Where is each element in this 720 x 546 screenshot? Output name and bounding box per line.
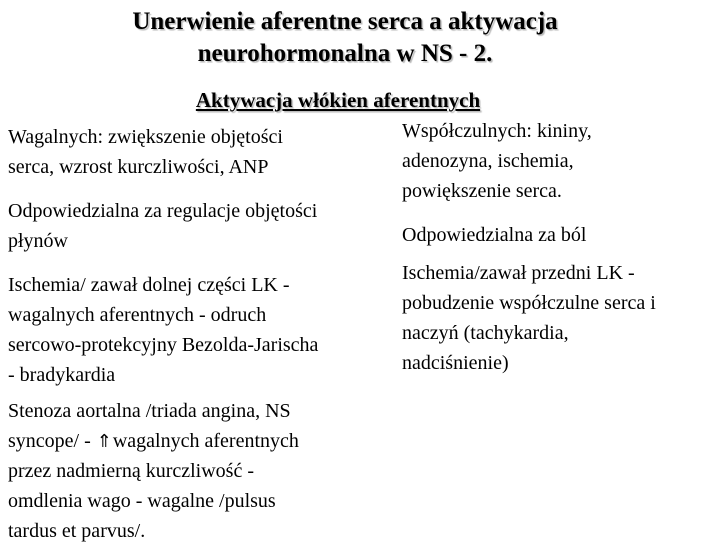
vagal-role-text: Odpowiedzialna za regulacje objętości płynów xyxy=(8,200,318,252)
anterior-infarction-text: Ischemia/zawał przedni LK - pobudzenie współczulne serca i naczyń (tachykardia, nadciśnienie) xyxy=(402,262,656,374)
slide-title-line-1: Unerwienie aferentne serca a aktywacja xyxy=(132,8,558,35)
slide-title-line-2: neurohormonalna w NS - 2. xyxy=(197,40,493,67)
aortic-stenosis-text-end: wagalnych aferentnych przez nadmierną kurczliwość - omdlenia wago - wagalne /pulsus tardus et parvus/. xyxy=(8,430,299,542)
up-double-arrow-icon: ⇑ xyxy=(96,431,112,452)
slide-title xyxy=(0,6,690,70)
aortic-stenosis-text xyxy=(8,396,398,546)
inferior-infarction-text: Ischemia/ zawał dolnej części LK - wagalnych aferentnych - odruch sercowo-protekcyjny Bezolda-Jarischa - bradykardia xyxy=(8,274,319,386)
aortic-stenosis-text-start: Stenoza aortalna /triada angina, NS syncope/ - xyxy=(8,400,291,452)
sympathetic-role-text: Odpowiedzialna za ból xyxy=(402,224,587,246)
sympathetic-afferents-text: Współczulnych: kininy, adenozyna, ischemia, powiększenie serca. xyxy=(402,120,592,202)
section-subtitle: Aktywacja włókien aferentnych xyxy=(195,88,481,112)
vagal-afferents-text: Wagalnych: zwiększenie objętości serca, wzrost kurczliwości, ANP xyxy=(8,126,283,178)
